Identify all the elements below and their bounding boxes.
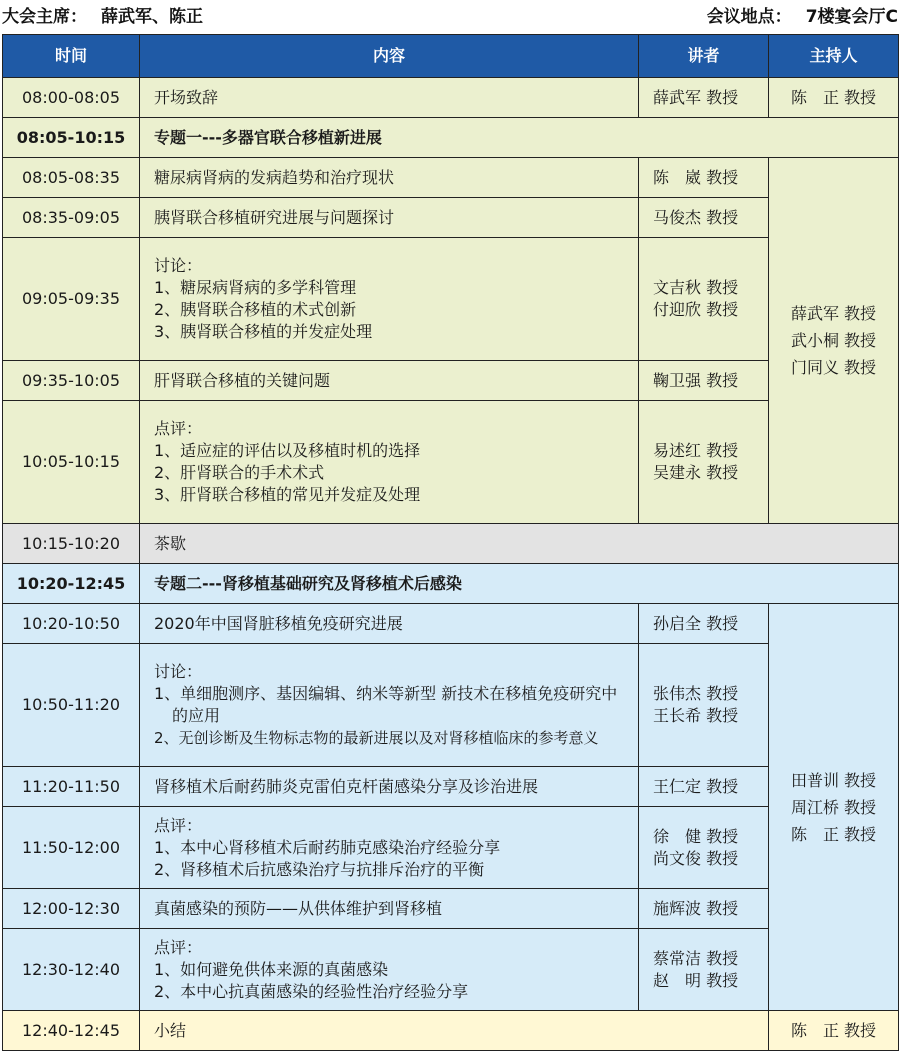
column-header-host: 主持人: [769, 35, 899, 78]
speaker-name: 徐 健 教授: [653, 826, 739, 846]
table-row: [3, 889, 899, 929]
host-name: 陈 正 教授: [790, 824, 877, 844]
speaker-cell: 薛武军 教授: [639, 78, 769, 118]
table-row: [3, 361, 899, 401]
time-cell: 08:00-08:05: [3, 78, 140, 118]
content-line: 1、如何避免供体来源的真菌感染: [154, 959, 389, 979]
content-cell: [140, 644, 639, 767]
time-cell: 12:30-12:40: [3, 929, 140, 1011]
content-cell: 糖尿病肾病的发病趋势和治疗现状: [140, 158, 639, 198]
speaker-cell: [639, 807, 769, 889]
host-name: 薛武军 教授: [790, 304, 877, 323]
time-cell: 09:05-09:35: [3, 238, 140, 361]
host-name: 武小桐 教授: [790, 331, 877, 350]
time-cell: 10:50-11:20: [3, 644, 140, 767]
time-cell: 11:50-12:00: [3, 807, 140, 889]
content-cell: 胰肾联合移植研究进展与问题探讨: [140, 198, 639, 238]
chair-label: 大会主席：: [2, 7, 87, 27]
table-row: [3, 78, 899, 118]
page-header: [0, 0, 900, 30]
speaker-name: 尚文俊 教授: [653, 848, 739, 868]
time-cell: 10:05-10:15: [3, 401, 140, 524]
content-cell: [140, 807, 639, 889]
table-row: [3, 1011, 899, 1051]
venue-value: 7楼宴会厅C: [805, 7, 898, 27]
speaker-cell: [639, 929, 769, 1011]
speaker-cell: 王仁定 教授: [639, 767, 769, 807]
content-cell: [140, 929, 639, 1011]
session-row: [3, 564, 899, 604]
content-line: 3、肝肾联合移植的常见并发症及处理: [154, 485, 421, 504]
session-row: [3, 118, 899, 158]
session-title-cell: 专题二---肾移植基础研究及肾移植术后感染: [140, 564, 899, 604]
content-line: 2、胰肾联合移植的术式创新: [154, 300, 357, 319]
chair-names: 薛武军、陈正: [101, 7, 203, 27]
speaker-cell: 马俊杰 教授: [639, 198, 769, 238]
speaker-cell: [639, 644, 769, 767]
host-name: 周江桥 教授: [790, 797, 877, 817]
content-line: 1、单细胞测序、基因编辑、纳米等新型 新技术在移植免疫研究中的应用: [154, 684, 618, 725]
table-header-row: [3, 35, 899, 78]
time-cell: 08:05-08:35: [3, 158, 140, 198]
speaker-cell: 陈 崴 教授: [639, 158, 769, 198]
speaker-name: 文吉秋 教授: [653, 278, 739, 297]
speaker-name: 易述红 教授: [653, 441, 739, 460]
host-cell: 陈 正 教授: [769, 78, 899, 118]
column-header-speaker: 讲者: [639, 35, 769, 78]
table-row: [3, 644, 899, 767]
table-row: [3, 929, 899, 1011]
speaker-cell: 施辉波 教授: [639, 889, 769, 929]
speaker-cell: 鞠卫强 教授: [639, 361, 769, 401]
time-cell: 10:15-10:20: [3, 524, 140, 564]
content-line: 点评：: [154, 937, 203, 957]
speaker-cell: [639, 401, 769, 524]
host-cell: 陈 正 教授: [769, 1011, 899, 1051]
content-cell: 开场致辞: [140, 78, 639, 118]
host-group-cell: [769, 604, 899, 1011]
content-cell: [140, 401, 639, 524]
table-row: [3, 604, 899, 644]
host-name: 田普训 教授: [790, 770, 877, 790]
time-cell: 10:20-10:50: [3, 604, 140, 644]
content-line: 2、肾移植术后抗感染治疗与抗排斥治疗的平衡: [154, 859, 485, 879]
time-cell: 11:20-11:50: [3, 767, 140, 807]
host-name: 门同义 教授: [790, 358, 877, 377]
content-line: 讨论：: [154, 256, 203, 275]
speaker-name: 赵 明 教授: [653, 970, 739, 990]
speaker-cell: 孙启全 教授: [639, 604, 769, 644]
content-line: 2、无创诊断及生物标志物的最新进展以及对肾移植临床的参考意义: [154, 729, 599, 747]
table-row: [3, 198, 899, 238]
content-cell: 茶歇: [140, 524, 899, 564]
content-line: 1、糖尿病肾病的多学科管理: [154, 278, 357, 297]
content-cell: [140, 238, 639, 361]
table-row: [3, 767, 899, 807]
speaker-name: 付迎欣 教授: [653, 300, 739, 319]
speaker-name: 王长希 教授: [653, 706, 739, 725]
column-header-time: 时间: [3, 35, 140, 78]
session-time-cell: 08:05-10:15: [3, 118, 140, 158]
break-row: [3, 524, 899, 564]
table-row: [3, 807, 899, 889]
speaker-cell: [639, 238, 769, 361]
content-line: 2、本中心抗真菌感染的经验性治疗经验分享: [154, 981, 469, 1001]
time-cell: 12:00-12:30: [3, 889, 140, 929]
host-group-cell: [769, 158, 899, 524]
venue-info: [707, 2, 898, 27]
content-cell: 真菌感染的预防——从供体维护到肾移植: [140, 889, 639, 929]
time-cell: 08:35-09:05: [3, 198, 140, 238]
column-header-content: 内容: [140, 35, 639, 78]
time-cell: 09:35-10:05: [3, 361, 140, 401]
content-cell: 肝肾联合移植的关键问题: [140, 361, 639, 401]
table-row: [3, 401, 899, 524]
table-row: [3, 238, 899, 361]
table-row: [3, 158, 899, 198]
session-title-cell: 专题一---多器官联合移植新进展: [140, 118, 899, 158]
content-line: 点评：: [154, 815, 203, 835]
venue-label: 会议地点：: [706, 7, 792, 27]
content-cell: 小结: [140, 1011, 769, 1051]
time-cell: 12:40-12:45: [3, 1011, 140, 1051]
session-time-cell: 10:20-12:45: [3, 564, 140, 604]
speaker-name: 张伟杰 教授: [653, 684, 739, 703]
content-line: 点评：: [154, 419, 203, 438]
content-line: 1、适应症的评估以及移植时机的选择: [154, 441, 421, 460]
content-cell: 肾移植术后耐药肺炎克雷伯克杆菌感染分享及诊治进展: [140, 767, 639, 807]
content-line: 1、本中心肾移植术后耐药肺克感染治疗经验分享: [154, 837, 501, 857]
chair-info: [2, 2, 203, 27]
speaker-name: 蔡常洁 教授: [653, 948, 739, 968]
content-line: 2、肝肾联合的手术术式: [154, 463, 325, 482]
schedule-table: [2, 34, 899, 1051]
content-cell: 2020年中国肾脏移植免疫研究进展: [140, 604, 639, 644]
content-line: 讨论：: [154, 662, 203, 681]
speaker-name: 吴建永 教授: [653, 463, 739, 482]
content-line: 3、胰肾联合移植的并发症处理: [154, 322, 373, 341]
